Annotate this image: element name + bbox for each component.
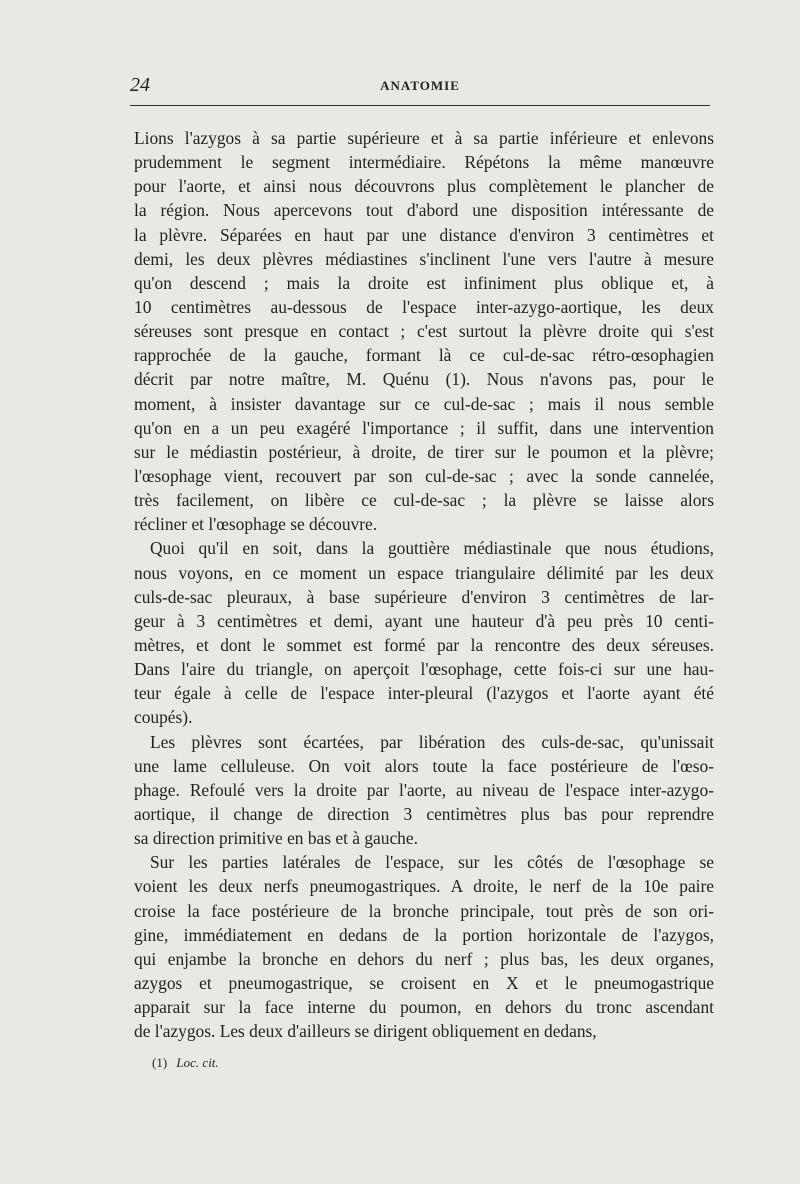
paragraph [134,850,714,1043]
text-line: qui enjambe la bronche en dehors du nerf ; plus bas, les deux organes, [134,948,714,969]
text-line: culs-de-sac pleuraux, à base supérieure d'environ 3 centimètres de lar- [134,586,714,607]
text-line: demi, les deux plèvres médiastines s'inclinent l'une vers l'autre à mesure [134,248,714,269]
text-line: coupés). [134,707,193,728]
text-line: de l'azygos. Les deux d'ailleurs se dirigent obliquement en dedans, [134,1021,597,1042]
text-line: qu'on descend ; mais la droite est infiniment plus oblique et, à [134,272,714,293]
paragraph [134,536,714,729]
paragraph [134,126,714,536]
text-line: gine, immédiatement en dedans de la portion horizontale de l'azygos, [134,924,714,945]
running-head: ANATOMIE [380,78,460,93]
footnote-text: Loc. cit. [176,1055,219,1070]
text-line: la région. Nous apercevons tout d'abord une disposition intéressante de [134,200,714,221]
text-line: l'œsophage vient, recouvert par son cul-de-sac ; avec la sonde cannelée, [134,465,714,486]
text-line: Les plèvres sont écartées, par libération des culs-de-sac, qu'unissait [150,731,714,752]
text-line: prudemment le segment intermédiaire. Répétons la même manœuvre [134,152,714,173]
paragraph [134,730,714,851]
text-line: très facilement, on libère ce cul-de-sac ; la plèvre se laisse alors [134,490,714,511]
text-line: décrit par notre maître, M. Quénu (1). Nous n'avons pas, pour le [134,369,714,390]
text-line: la plèvre. Séparées en haut par une distance d'environ 3 centimètres et [134,224,714,245]
text-line: apparait sur la face interne du poumon, en dehors du tronc ascendant [134,997,714,1018]
text-line: croise la face postérieure de la bronche principale, tout près de son ori- [134,900,714,921]
text-line: pour l'aorte, et ainsi nous découvrons plus complètement le plancher de [134,176,714,197]
text-line: une lame celluleuse. On voit alors toute la face postérieure de l'œso- [134,755,714,776]
text-line: qu'on en a un peu exagéré l'importance ; il suffit, dans une intervention [134,417,714,438]
text-line: teur égale à celle de l'espace inter-pleural (l'azygos et l'aorte ayant été [134,683,714,704]
text-line: rapprochée de la gauche, formant là ce cul-de-sac rétro-œsophagien [134,345,714,366]
text-line: nous voyons, en ce moment un espace triangulaire délimité par les deux [134,562,714,583]
text-line: mètres, et dont le sommet est formé par la rencontre des deux séreuses. [134,634,714,655]
footnote-ref: (1) [152,1055,168,1070]
body-text [134,126,714,1043]
text-line: voient les deux nerfs pneumogastriques. A droite, le nerf de la 10e paire [134,876,714,897]
text-line: récliner et l'œsophage se découvre. [134,514,378,535]
text-line: moment, à insister davantage sur ce cul-de-sac ; mais il nous semble [134,393,714,414]
text-line: Lions l'azygos à sa partie supérieure et à sa partie inférieure et enlevons [134,128,714,148]
text-line: azygos et pneumogastrique, se croisent en X et le pneumogastrique [134,972,714,993]
text-line: sur le médiastin postérieur, à droite, de tirer sur le poumon et la plèvre; [134,441,714,462]
text-line: Quoi qu'il en soit, dans la gouttière médiastinale que nous étudions, [150,538,714,559]
text-line: Dans l'aire du triangle, on aperçoit l'œsophage, cette fois-ci sur une hau- [134,659,714,680]
text-line: sa direction primitive en bas et à gauche. [134,828,418,849]
text-line: Sur les parties latérales de l'espace, sur les côtés de l'œsophage se [150,852,714,873]
header-rule [130,105,710,106]
text-line: 10 centimètres au-dessous de l'espace inter-azygo-aortique, les deux [134,296,714,317]
footnote [152,1055,219,1071]
page-number: 24 [130,74,150,96]
text-line: geur à 3 centimètres et demi, ayant une hauteur d'à peu près 10 centi- [134,610,714,631]
text-line: aortique, il change de direction 3 centimètres plus bas pour reprendre [134,803,714,824]
text-line: phage. Refoulé vers la droite par l'aorte, au niveau de l'espace inter-azygo- [134,779,714,800]
page-header [130,74,710,100]
text-line: séreuses sont presque en contact ; c'est surtout la plèvre droite qui s'est [134,321,714,342]
